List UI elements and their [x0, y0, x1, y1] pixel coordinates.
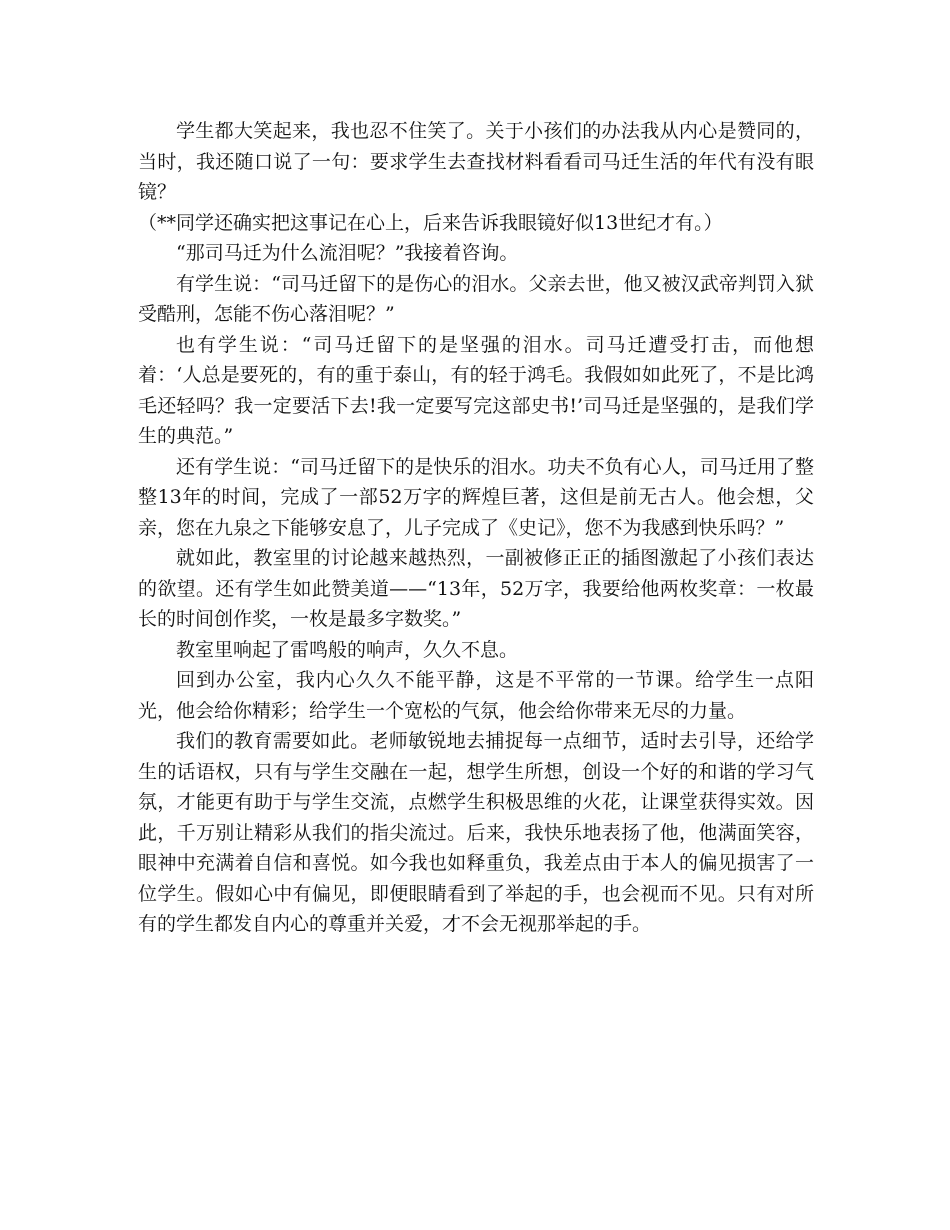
paragraph-4: 有学生说：“司马迁留下的是伤心的泪水。父亲去世，他又被汉武帝判罚入狱受酷刑，怎能不伤心落泪呢？” [138, 272, 814, 325]
paragraph-3: “那司马迁为什么流泪呢？”我接着咨询。 [176, 242, 519, 264]
paragraph-10: 我们的教育需要如此。老师敏锐地去捕捉每一点细节，适时去引导，还给学生的话语权，只有与学生交融在一起，想学生所想，创设一个好的和谐的学习气氛，才能更有助于与学生交流，点燃学生积极思维的火花，让课堂获得实效。因此，千万别让精彩从我们的指尖流过。后来，我快乐地表扬了他，他满面笑容，眼神中充满着自信和喜悦。如今我也如释重负，我差点由于本人的偏见损害了一位学生。假如心中有偏见，即便眼睛看到了举起的手，也会视而不见。只有对所有的学生都发自内心的尊重并关爱，才不会无视那举起的手。 [138, 730, 814, 935]
paragraph-1: 学生都大笑起来，我也忍不住笑了。关于小孩们的办法我从内心是赞同的，当时，我还随口说了一句：要求学生去查找材料看看司马迁生活的年代有没有眼镜？ [138, 120, 814, 203]
paragraph-5: 也有学生说：“司马迁留下的是坚强的泪水。司马迁遭受打击，而他想着：‘人总是要死的，有的重于泰山，有的轻于鸿毛。我假如如此死了，不是比鸿毛还轻吗？我一定要活下去!我一定要写完这部史书!’司马迁是坚强的，是我们学生的典范。” [138, 333, 814, 447]
paragraph-6: 还有学生说：“司马迁留下的是快乐的泪水。功夫不负有心人，司马迁用了整整13年的时间，完成了一部52万字的辉煌巨著，这但是前无古人。他会想，父亲，您在九泉之下能够安息了，儿子完成了《史记》，您不为我感到快乐吗？” [138, 455, 814, 539]
paragraph-8: 教室里响起了雷鸣般的响声，久久不息。 [176, 638, 519, 661]
document-body [138, 116, 814, 940]
paragraph-2: （**同学还确实把这事记在心上，后来告诉我眼镜好似13世纪才有。） [138, 211, 723, 234]
paragraph-9: 回到办公室，我内心久久不能平静，这是不平常的一节课。给学生一点阳光，他会给你精彩；给学生一个宽松的气氛，他会给你带来无尽的力量。 [138, 669, 814, 722]
paragraph-7: 就如此，教室里的讨论越来越热烈，一副被修正正的插图激起了小孩们表达的欲望。还有学生如此赞美道——“13年，52万字，我要给他两枚奖章：一枚最长的时间创作奖，一枚是最多字数奖。” [138, 547, 814, 630]
